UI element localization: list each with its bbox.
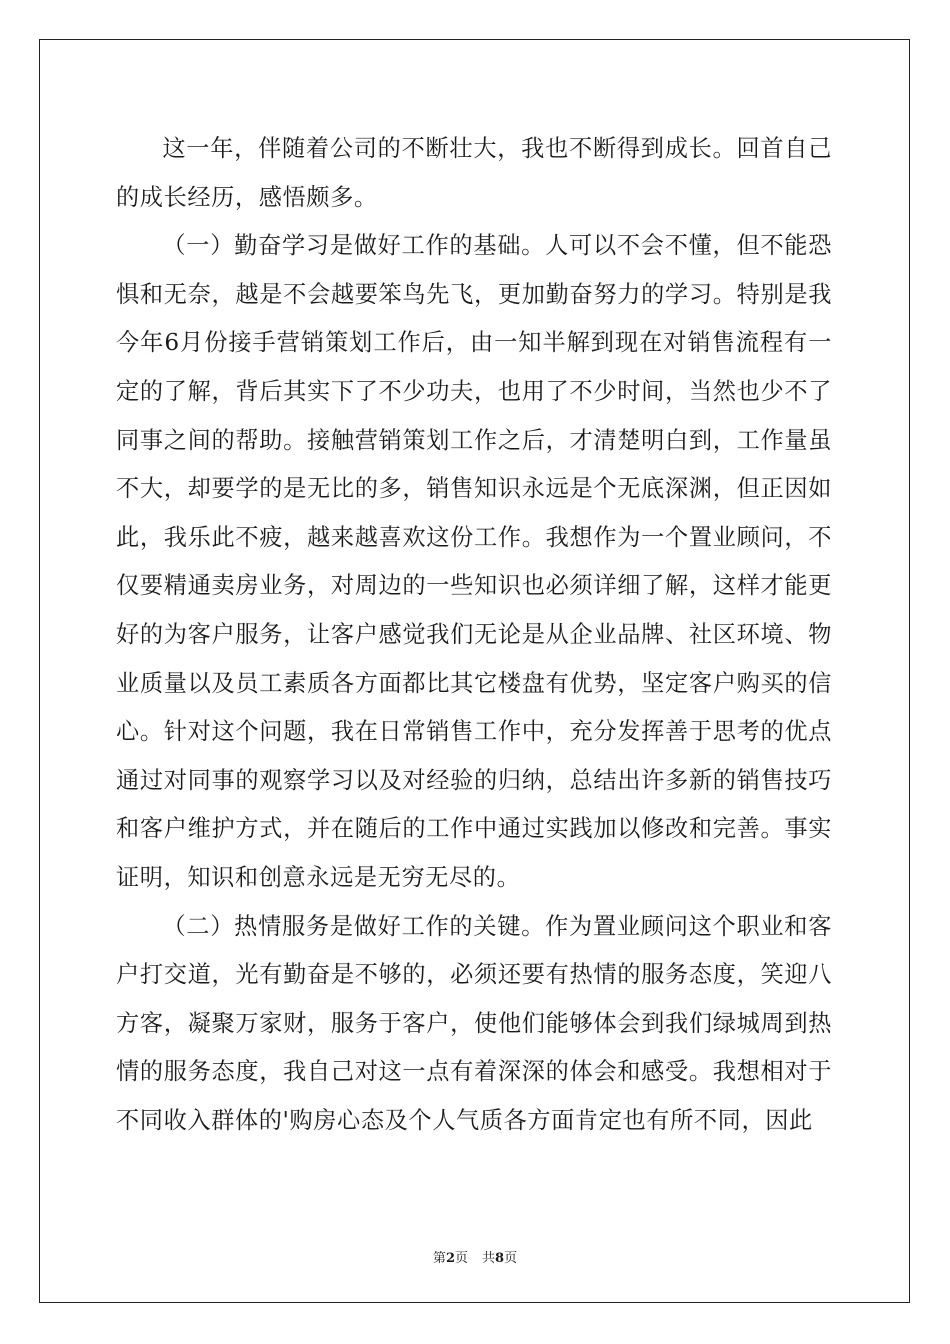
page-number-current: 2 <box>445 1251 455 1266</box>
page-footer <box>0 1247 950 1266</box>
paragraph-section-two: （二）热情服务是做好工作的关键。作为置业顾问这个职业和客户打交道，光有勤奋是不够的，必须还要有热情的服务态度，笑迎八方客，凝聚万家财，服务于客户，使他们能够体会到我们绿城周到热情的服务态度，我自己对这一点有着深深的体会和感受。我想相对于不同收入群体的'购房心态及个人气质各方面肯定也有所不同，因此 <box>116 912 832 1134</box>
page-total-suffix: 页 <box>504 1251 518 1266</box>
paragraph-intro: 这一年，伴随着公司的不断壮大，我也不断得到成长。回首自己的成长经历，感悟颇多。 <box>116 135 832 211</box>
page-number-total: 8 <box>495 1251 505 1266</box>
document-body <box>116 125 832 1145</box>
page-number-prefix: 第 <box>432 1251 446 1266</box>
paragraph-section-one: （一）勤奋学习是做好工作的基础。人可以不会不懂，但不能恐惧和无奈，越是不会越要笨鸟先飞，更加勤奋努力的学习。特别是我今年6月份接手营销策划工作后，由一知半解到现在对销售流程有一定的了解，背后其实下了不少功夫，也用了不少时间，当然也少不了同事之间的帮助。接触营销策划工作之后，才清楚明白到，工作量虽不大，却要学的是无比的多，销售知识永远是个无底深渊，但正因如此，我乐此不疲，越来越喜欢这份工作。我想作为一个置业顾问，不仅要精通卖房业务，对周边的一些知识也必须详细了解，这样才能更好的为客户服务，让客户感觉我们无论是从企业品牌、社区环境、物业质量以及员工素质各方面都比其它楼盘有优势，坚定客户购买的信心。针对这个问题，我在日常销售工作中，充分发挥善于思考的优点通过对同事的观察学习以及对经验的归纳，总结出许多新的销售技巧和客户维护方式，并在随后的工作中通过实践加以修改和完善。事实证明，知识和创意永远是无穷无尽的。 <box>116 232 832 891</box>
page-number-suffix: 页 <box>454 1251 468 1266</box>
page-total-prefix: 共 <box>482 1251 496 1266</box>
